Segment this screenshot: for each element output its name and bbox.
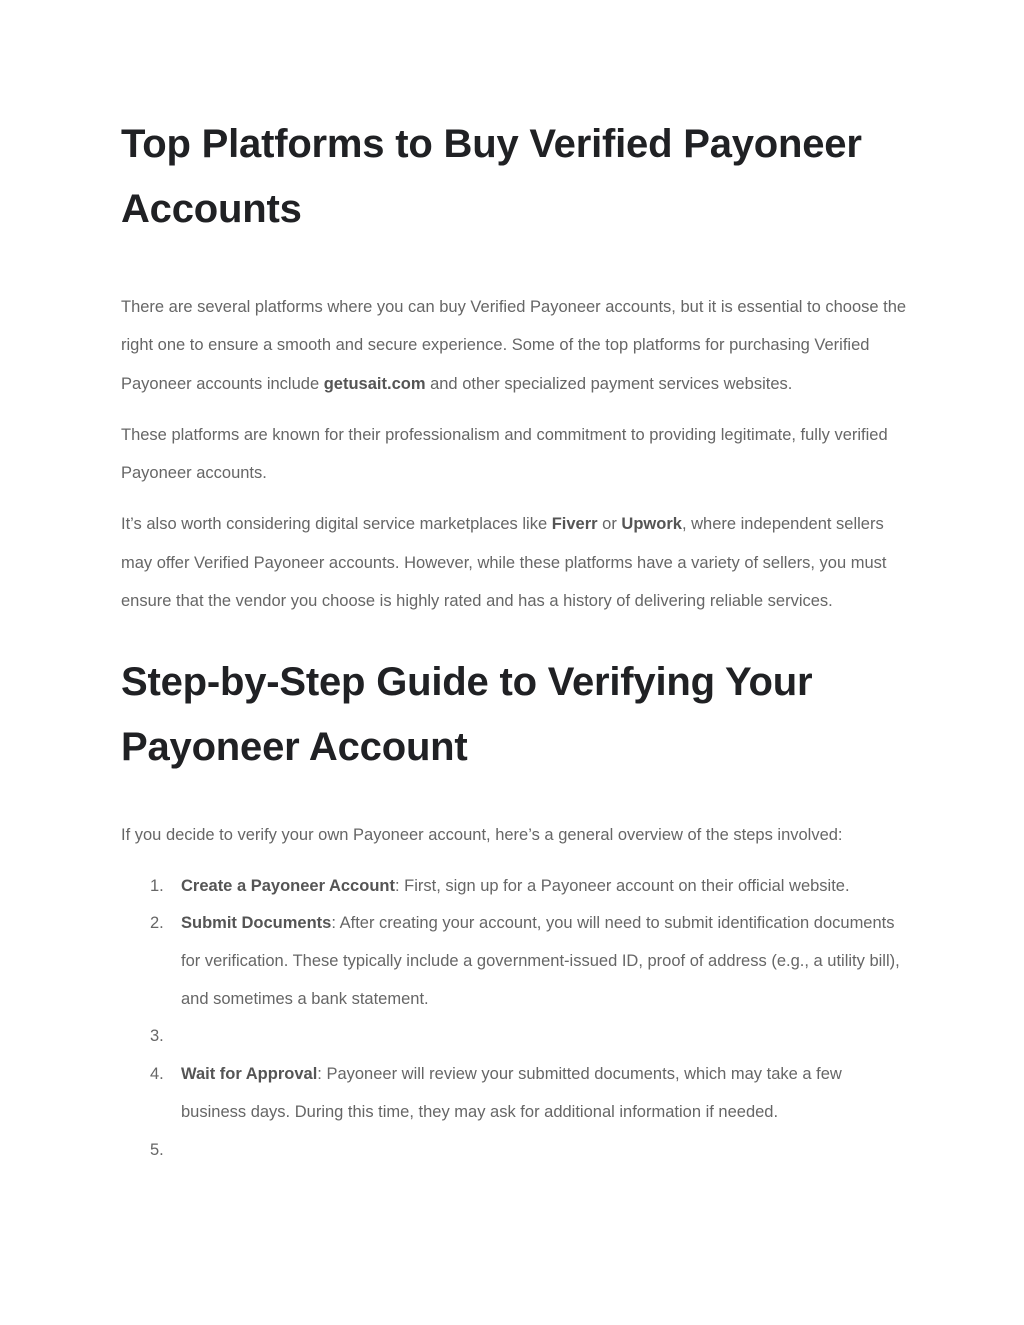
paragraph-text: or bbox=[597, 515, 622, 534]
paragraph-steps-intro: If you decide to verify your own Payoneer account, here’s a general overview of the steps involved: bbox=[121, 826, 843, 845]
list-item-step-1 bbox=[121, 868, 911, 906]
section-heading-step-guide: Step-by-Step Guide to Verifying Your Payoneer Account bbox=[121, 660, 813, 770]
paragraph-text: It’s also worth considering digital service marketplaces like bbox=[121, 515, 552, 534]
paragraph-marketplaces bbox=[121, 505, 911, 620]
list-number: 4. bbox=[150, 1065, 164, 1084]
paragraph-platforms-intro bbox=[121, 288, 911, 403]
list-item-step-5 bbox=[121, 1132, 911, 1170]
step-text: : After creating your account, you will need to submit identification documents for verification. These typically include a government-issued ID, proof of address (e.g., a utility bill), and sometimes a bank statement. bbox=[181, 914, 900, 1008]
paragraph-text: and other specialized payment services websites. bbox=[425, 374, 793, 393]
list-number: 3. bbox=[150, 1027, 164, 1046]
step-title: Wait for Approval bbox=[181, 1065, 318, 1084]
step-text: : First, sign up for a Payoneer account on their official website. bbox=[394, 876, 850, 895]
list-number: 2. bbox=[150, 914, 164, 933]
list-item-step-4 bbox=[121, 1056, 911, 1131]
list-item-step-3 bbox=[121, 1018, 911, 1056]
section-heading-top-platforms: Top Platforms to Buy Verified Payoneer Accounts bbox=[121, 122, 862, 231]
step-title: Submit Documents bbox=[181, 914, 332, 933]
paragraph-text: There are several platforms where you can buy Verified Payoneer accounts, but it is essential to choose the right one to ensure a smooth and secure experience. Some of the top platforms for purchasing Verified Payoneer accounts include bbox=[121, 298, 907, 393]
paragraph-platforms-professionalism: These platforms are known for their professionalism and commitment to providing legitimate, fully verified Payoneer accounts. bbox=[121, 425, 888, 483]
list-item-step-2 bbox=[121, 905, 911, 1018]
bold-fiverr: Fiverr bbox=[551, 515, 598, 534]
list-number: 1. bbox=[150, 876, 164, 895]
steps-list bbox=[121, 868, 911, 1170]
step-text: : Payoneer will review your submitted documents, which may take a few business days. During this time, they may ask for additional information if needed. bbox=[181, 1065, 842, 1121]
document-page bbox=[121, 112, 911, 1169]
bold-getusait: getusait.com bbox=[323, 374, 426, 393]
step-title: Create a Payoneer Account bbox=[181, 876, 395, 895]
paragraph-text: , where independent sellers may offer Verified Payoneer accounts. However, while these platforms have a variety of sellers, you must ensure that the vendor you choose is highly rated and has a history of delivering reliable services. bbox=[121, 515, 887, 611]
bold-upwork: Upwork bbox=[621, 515, 682, 534]
list-number: 5. bbox=[150, 1140, 164, 1159]
